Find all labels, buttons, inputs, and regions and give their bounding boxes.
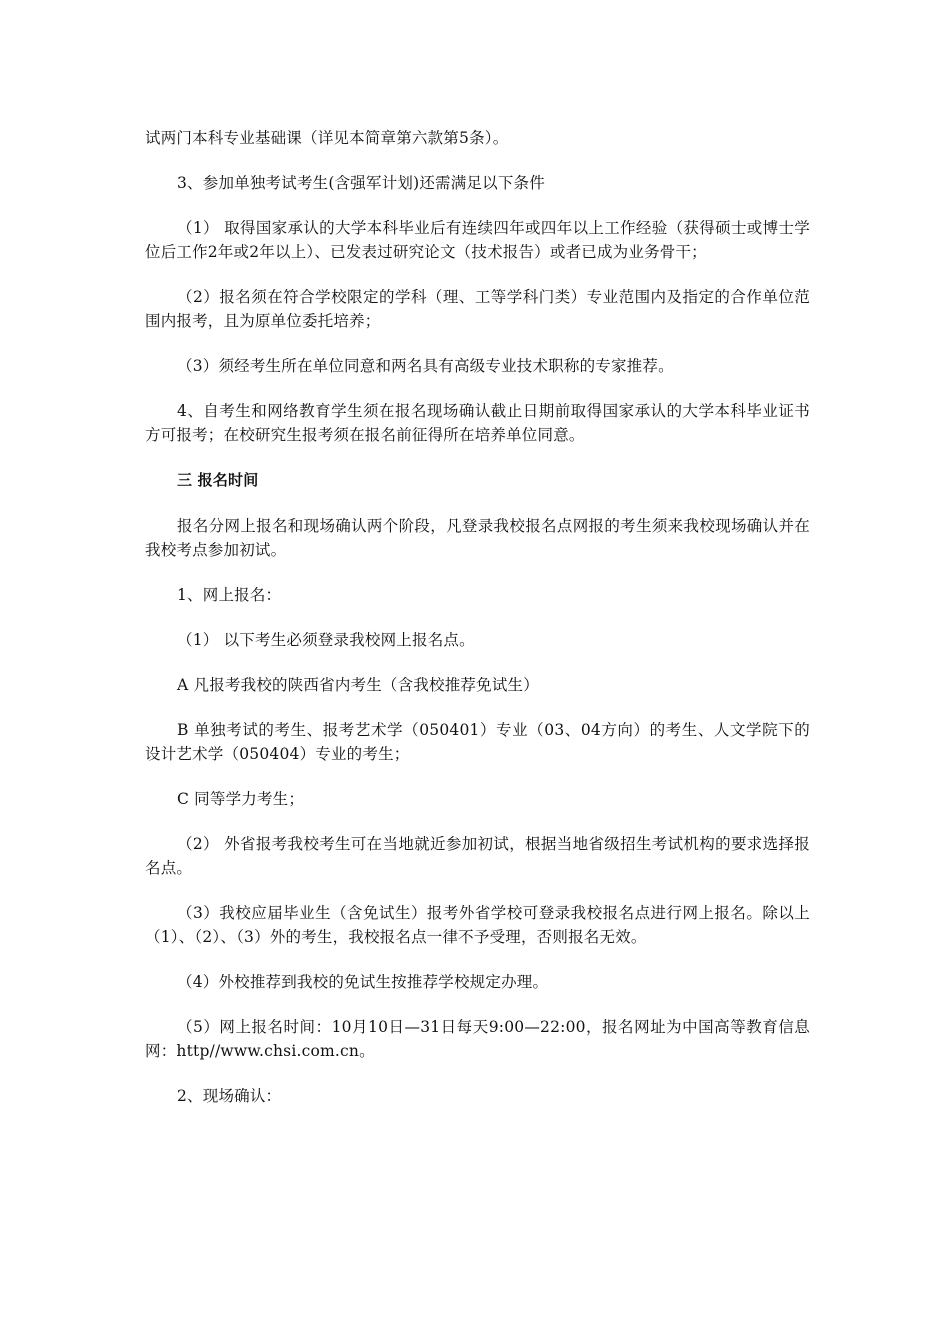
paragraph-condition-3-1: （1） 取得国家承认的大学本科毕业后有连续四年或四年以上工作经验（获得硕士或博士学位后工作2年或2年以上）、已发表过研究论文（技术报告）或者已成为业务骨干； bbox=[145, 219, 810, 261]
section-heading-registration-time: 三 报名时间 bbox=[177, 471, 259, 489]
paragraph-online-3: （3）我校应届毕业生（含免试生）报考外省学校可登录我校报名点进行网上报名。除以上（1）、（2）、（3）外的考生，我校报名点一律不予受理，否则报名无效。 bbox=[145, 904, 810, 946]
paragraph-onsite-confirmation: 2、现场确认： bbox=[177, 1087, 282, 1105]
paragraph-online-1-c: C 同等学力考生； bbox=[177, 790, 305, 808]
paragraph-online-4: （4）外校推荐到我校的免试生按推荐学校规定办理。 bbox=[177, 973, 549, 991]
paragraph-condition-3-2: （2）报名须在符合学校限定的学科（理、工等学科门类）专业范围内及指定的合作单位范围内报考，且为原单位委托培养； bbox=[145, 288, 810, 330]
paragraph-online-5: （5）网上报名时间：10月10日—31日每天9:00—22:00，报名网址为中国高等教育信息网：http//www.chsi.com.cn。 bbox=[145, 1018, 810, 1060]
document-body bbox=[145, 126, 810, 1129]
paragraph-online-1-a: A 凡报考我校的陕西省内考生（含我校推荐免试生） bbox=[177, 676, 539, 694]
paragraph-condition-3-3: （3）须经考生所在单位同意和两名具有高级专业技术职称的专家推荐。 bbox=[177, 357, 674, 375]
paragraph-online-registration: 1、网上报名： bbox=[177, 586, 282, 604]
paragraph-condition-3: 3、参加单独考试考生(含强军计划)还需满足以下条件 bbox=[177, 174, 545, 192]
paragraph-online-1: （1） 以下考生必须登录我校网上报名点。 bbox=[177, 631, 475, 649]
paragraph-online-1-b: B 单独考试的考生、报考艺术学（050401）专业（03、04方向）的考生、人文学院下的设计艺术学（050404）专业的考生； bbox=[145, 721, 810, 763]
paragraph-condition-4: 4、自考生和网络教育学生须在报名现场确认截止日期前取得国家承认的大学本科毕业证书方可报考；在校研究生报考须在报名前征得所在培养单位同意。 bbox=[145, 402, 810, 444]
paragraph-continuation: 试两门本科专业基础课（详见本简章第六款第5条）。 bbox=[145, 129, 509, 147]
paragraph-registration-overview: 报名分网上报名和现场确认两个阶段，凡登录我校报名点网报的考生须来我校现场确认并在我校考点参加初试。 bbox=[145, 517, 810, 559]
paragraph-online-2: （2） 外省报考我校考生可在当地就近参加初试，根据当地省级招生考试机构的要求选择报名点。 bbox=[145, 835, 810, 877]
